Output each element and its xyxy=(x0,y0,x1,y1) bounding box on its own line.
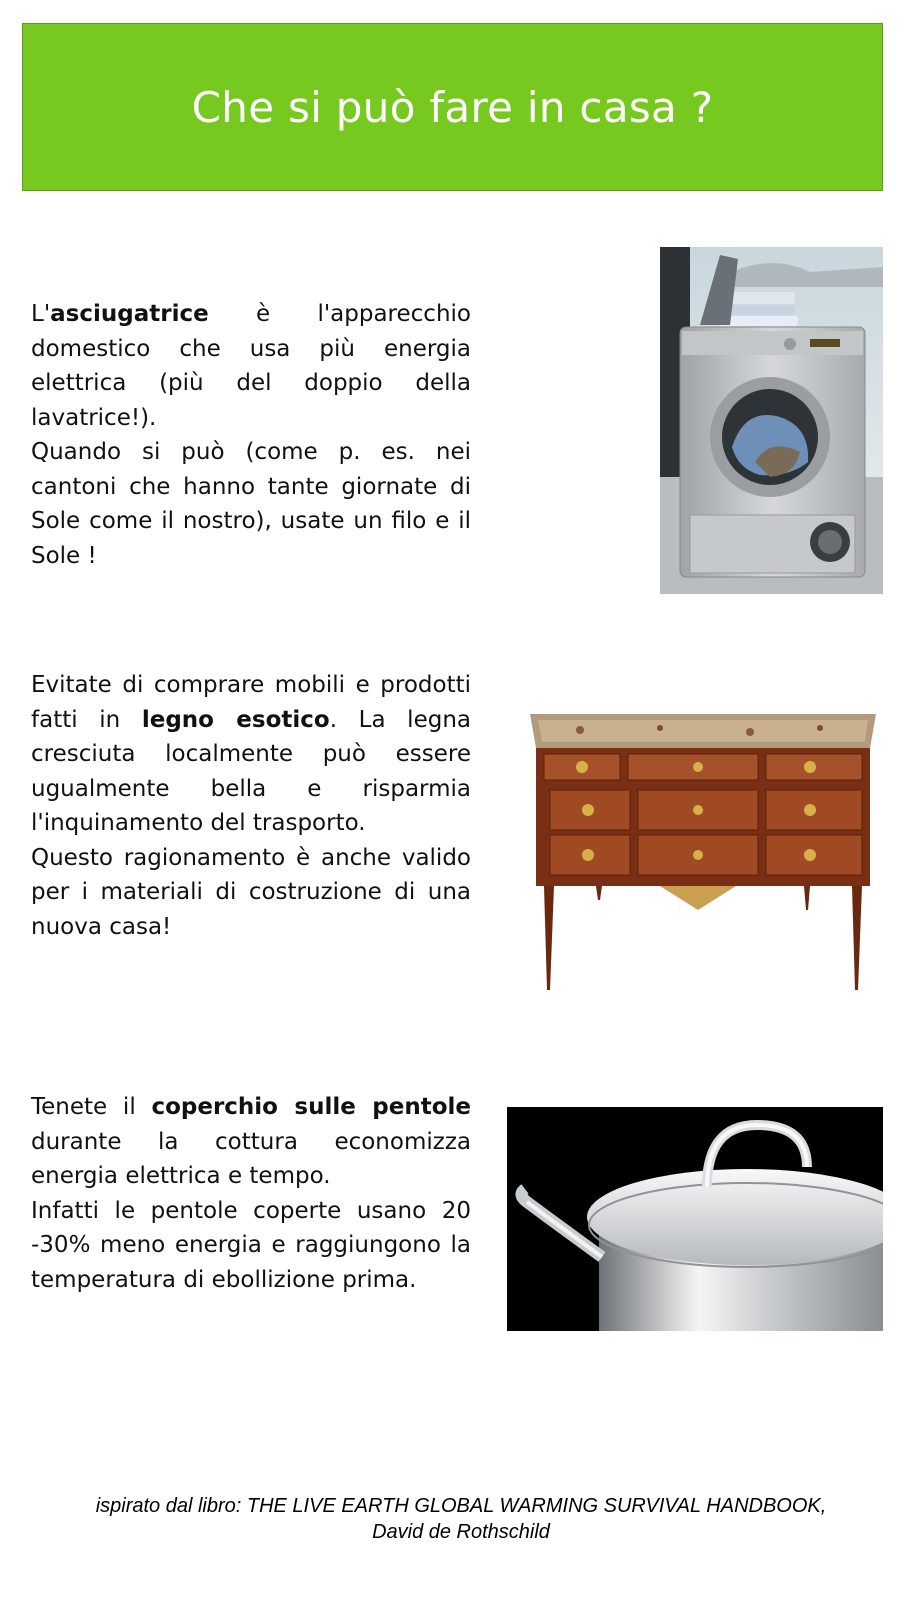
paragraph-line: Quando si può (come p. es. nei cantoni che hanno tante giornate di Sole come il nostro), usate un filo e il Sole ! xyxy=(31,439,471,569)
page-title: Che si può fare in casa ? xyxy=(191,82,714,132)
wood-paragraph xyxy=(31,668,471,944)
dryer-paragraph xyxy=(31,297,471,573)
paragraph-line: Infatti le pentole coperte usano 20 -30% meno energia e raggiungono la temperatura di ebollizione prima. xyxy=(31,1197,471,1293)
paragraph-line: Evitate di comprare mobili e prodotti fatti in legno esotico. La legna cresciuta localmente può essere ugualmente bella e risparmia l'inquinamento del trasporto. xyxy=(31,672,471,836)
pot-image xyxy=(507,1107,883,1331)
highlight-term: coperchio sulle pentole xyxy=(151,1094,471,1120)
title-banner xyxy=(22,23,883,191)
paragraph-line: Tenete il coperchio sulle pentole durante la cottura economizza energia elettrica e tempo. xyxy=(31,1094,471,1189)
credit-line-author: David de Rothschild xyxy=(372,1521,550,1543)
highlight-term: asciugatrice xyxy=(50,301,209,327)
paragraph-line: L'asciugatrice è l'apparecchio domestico che usa più energia elettrica (più del doppio della lavatrice!). xyxy=(31,301,471,431)
source-credit xyxy=(0,1493,922,1545)
dresser-image xyxy=(520,700,886,1000)
highlight-term: legno esotico xyxy=(141,706,330,733)
dryer-image xyxy=(660,247,883,594)
credit-line-book: ispirato dal libro: THE LIVE EARTH GLOBAL WARMING SURVIVAL HANDBOOK, xyxy=(95,1495,827,1517)
paragraph-line: Questo ragionamento è anche valido per i materiali di costruzione di una nuova casa! xyxy=(31,844,471,940)
pot-paragraph xyxy=(31,1090,471,1297)
